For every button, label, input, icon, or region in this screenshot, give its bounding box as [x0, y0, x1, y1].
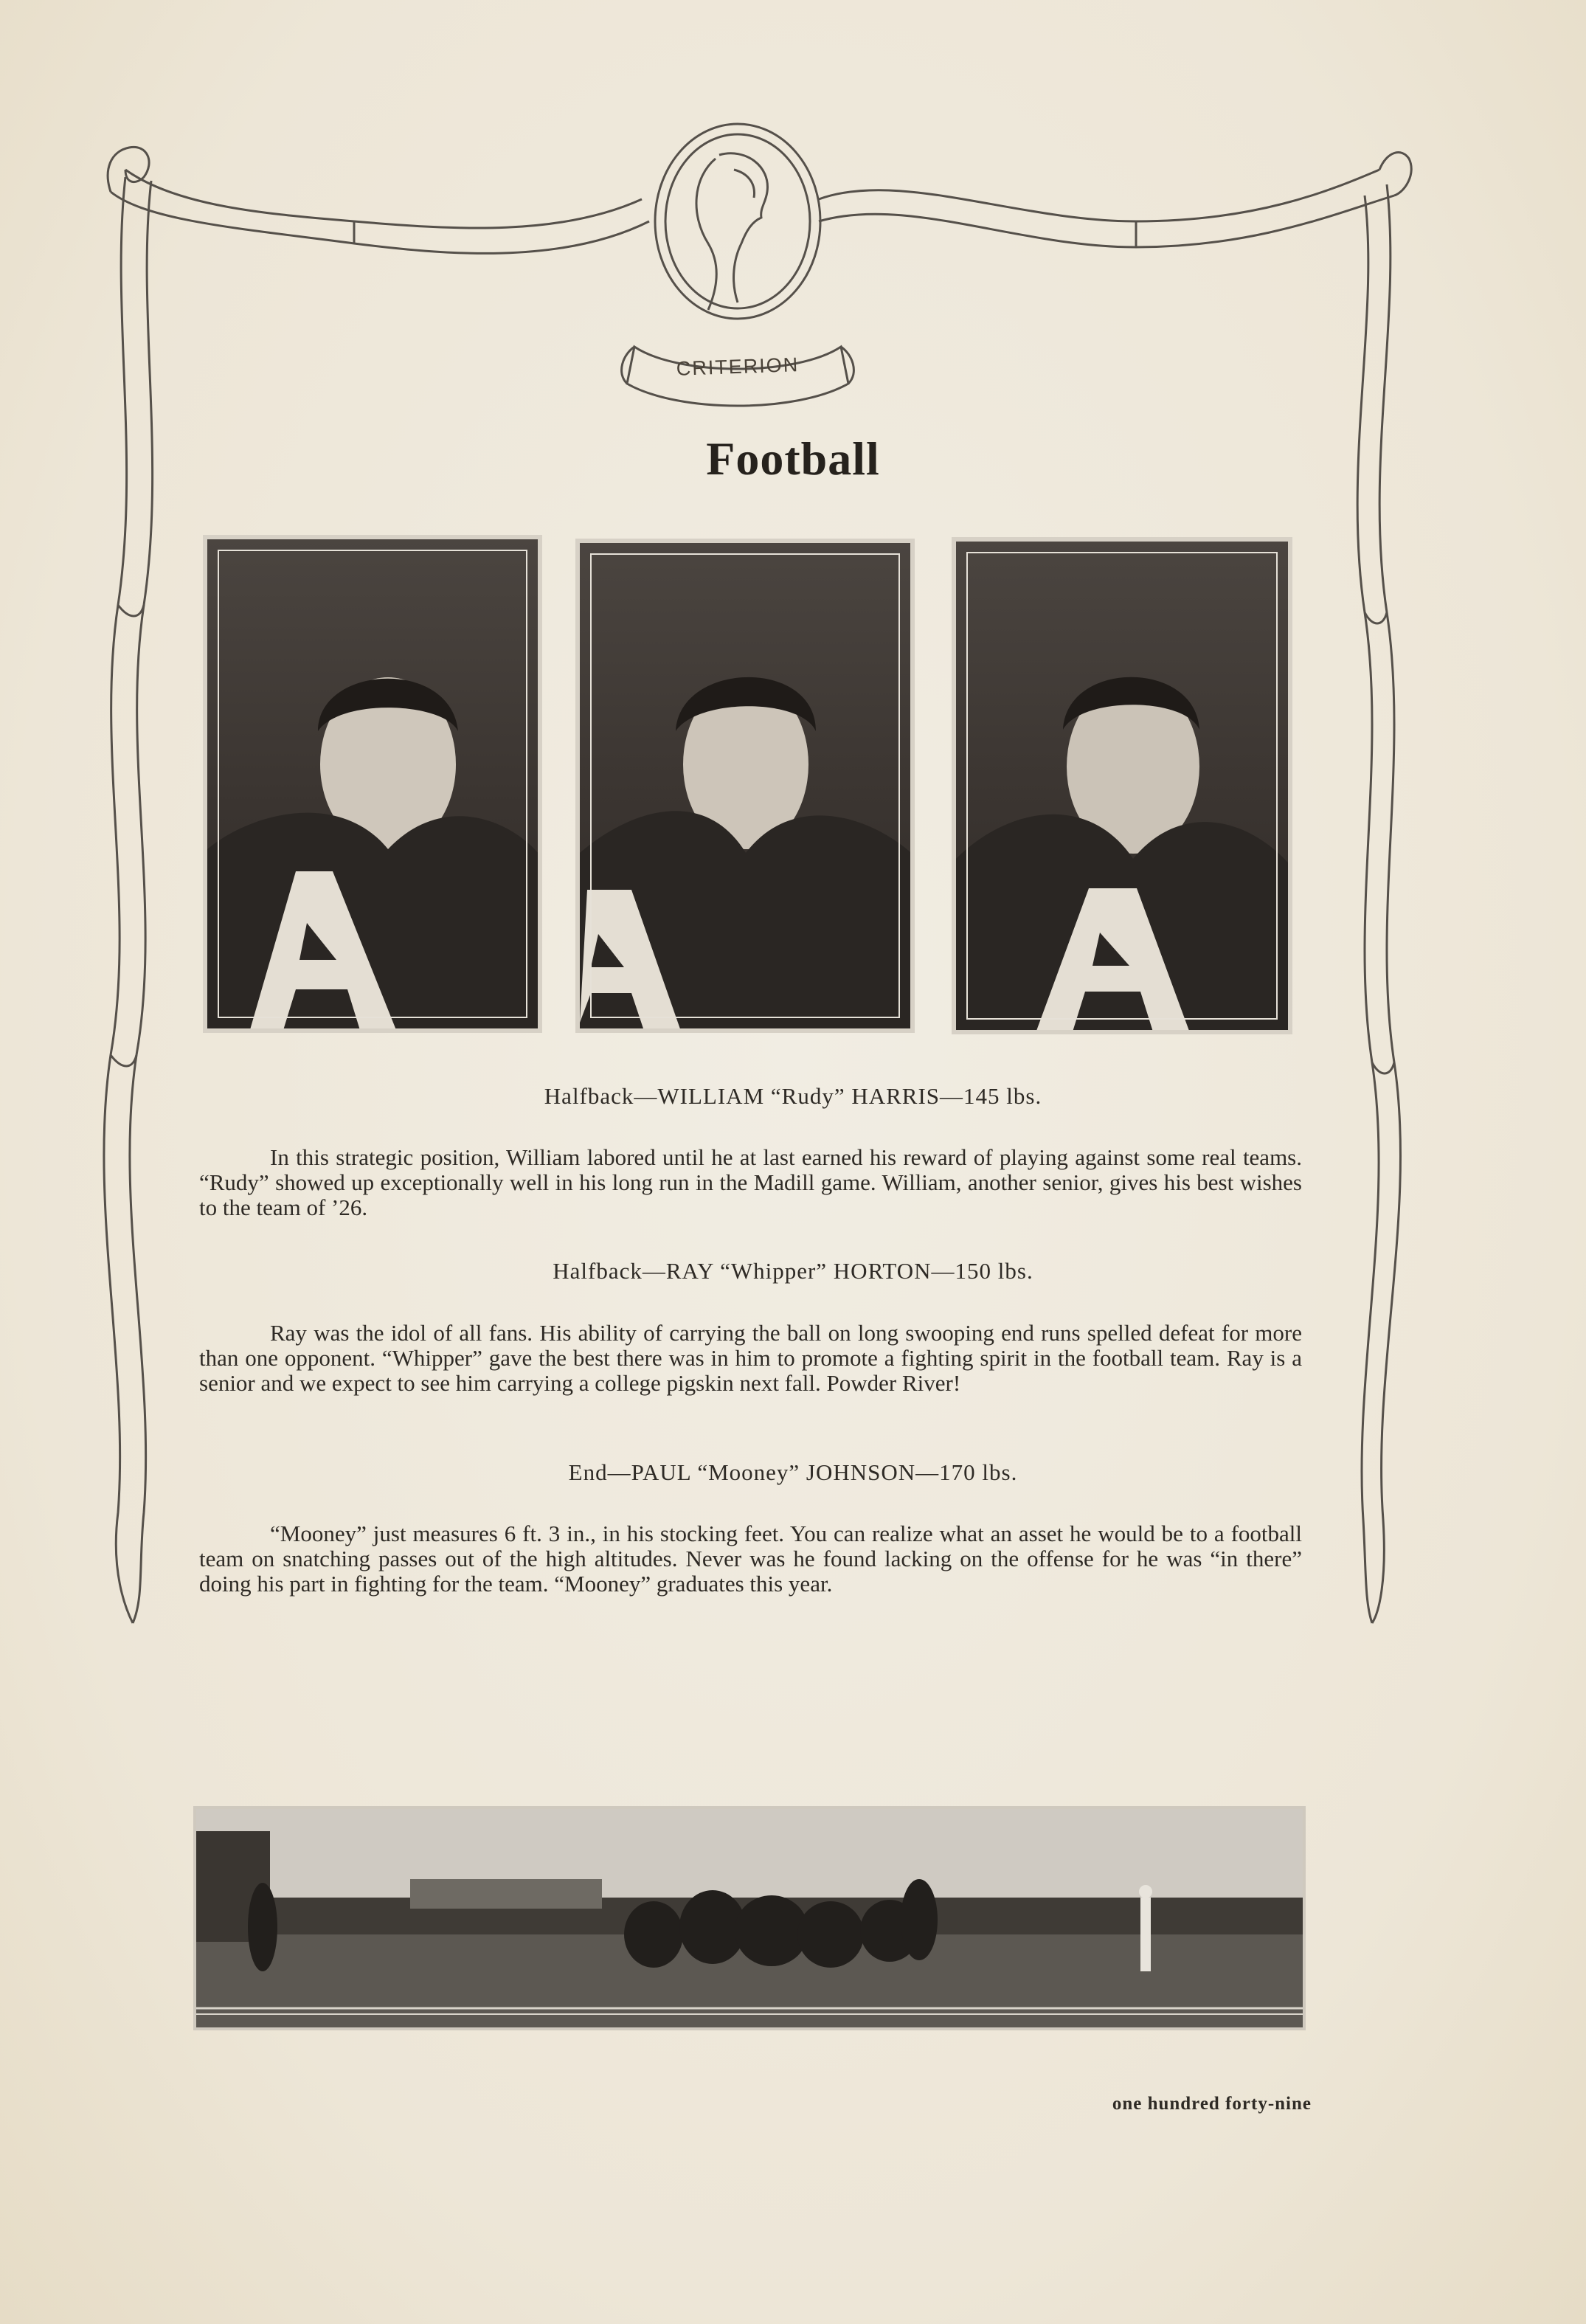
entry-text: Ray was the idol of all fans. His ability of carrying the ball on long swooping end runs spelled defeat for more than one opponent. “Whipper” gave the best there was in him to promote a fighting spirit in the football team. Ray is a senior and we expect to see him carrying a college pigskin next fall. Powder River!: [199, 1320, 1302, 1396]
page-number: one hundred forty-nine: [1112, 2094, 1312, 2114]
entry-text: In this strategic position, William labored until he at last earned his reward of playing against some real teams. “Rudy” showed up exceptionally well in his long run in the Madill game. William, another senior, gives his best wishes to the team of ’26.: [199, 1144, 1302, 1220]
entry-heading: End—PAUL “Mooney” JOHNSON—170 lbs.: [568, 1459, 1018, 1485]
portrait-photo-harris: [203, 535, 542, 1033]
entry-heading: Halfback—WILLIAM “Rudy” HARRIS—145 lbs.: [544, 1083, 1042, 1109]
entry-heading: Halfback—RAY “Whipper” HORTON—150 lbs.: [553, 1258, 1033, 1284]
page-title: Football: [706, 432, 880, 485]
portrait-photo-johnson: [952, 537, 1292, 1034]
football-game-photo-icon: [196, 1809, 1303, 2027]
entry-text: “Mooney” just measures 6 ft. 3 in., in his stocking feet. You can realize what an asset he would be to a football team on snatching passes out of the high altitudes. Never was he found lacking on the offense for he was “in there” doing his part in fighting for the team. “Mooney” graduates this year.: [199, 1521, 1302, 1597]
portrait-photo-horton: [575, 539, 915, 1033]
football-game-photo: [193, 1806, 1306, 2030]
crest-label: CRITERION: [676, 353, 800, 380]
